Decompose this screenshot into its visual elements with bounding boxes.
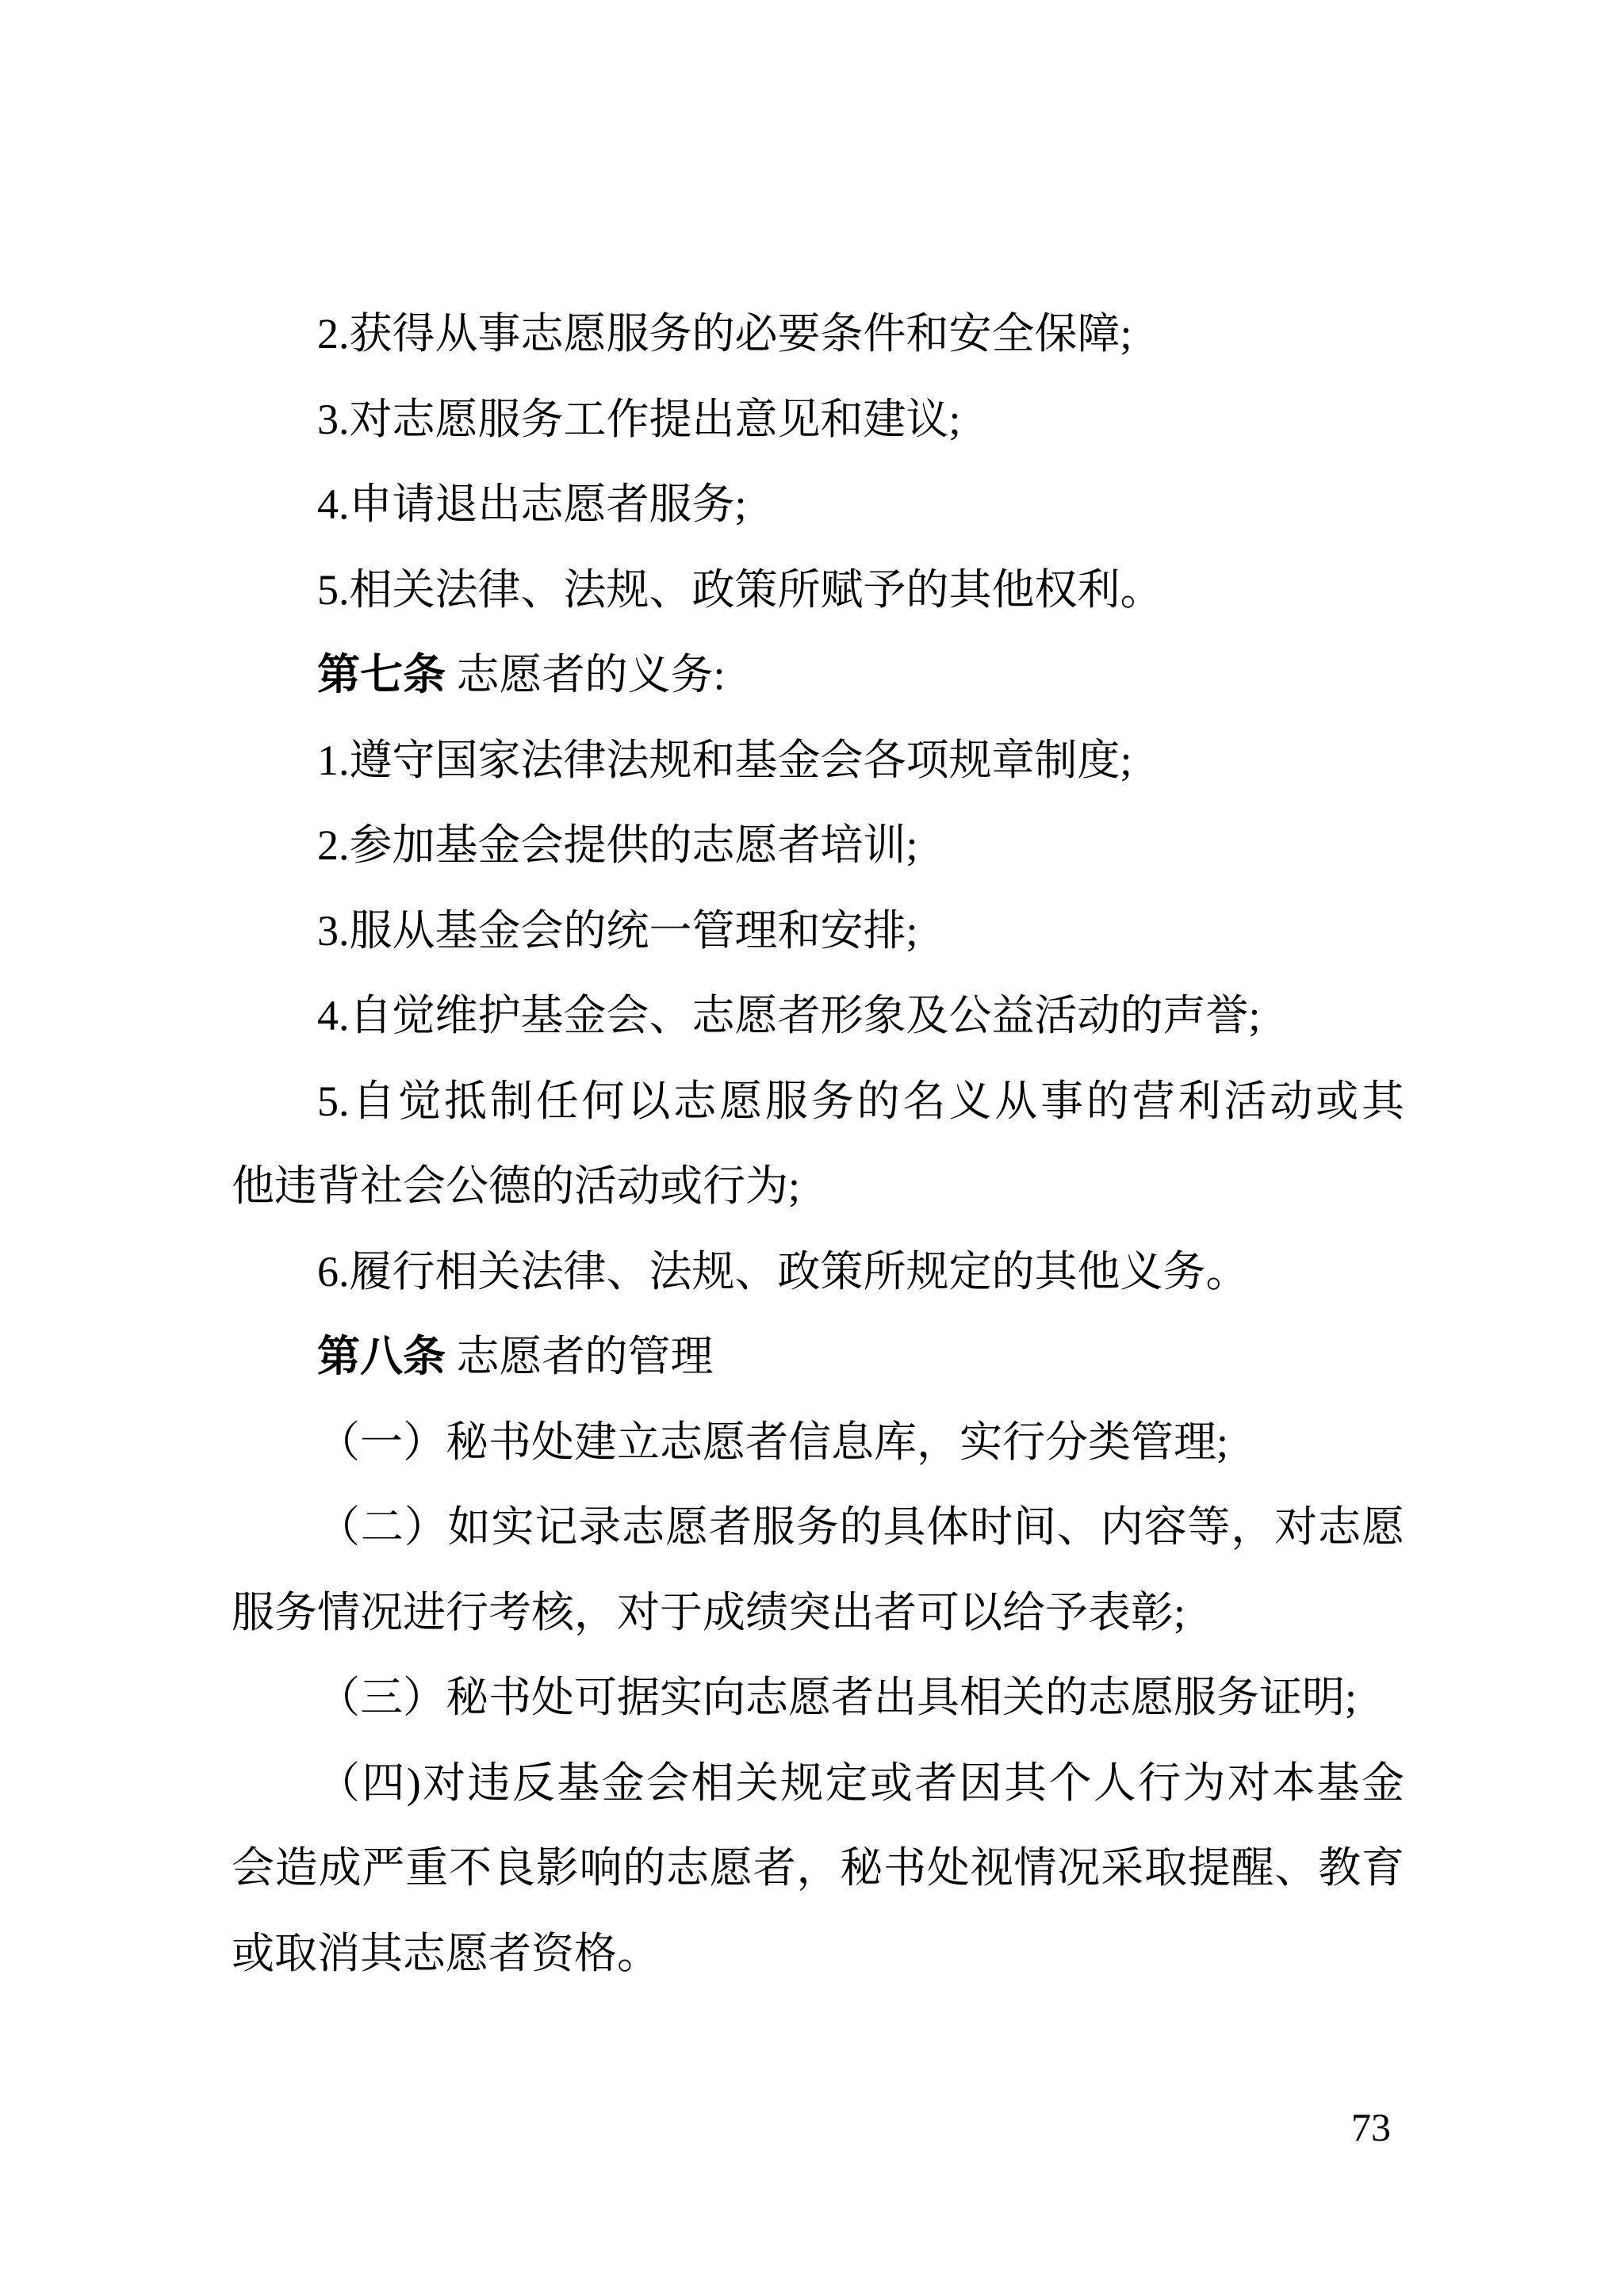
list-item: 4.自觉维护基金会、志愿者形象及公益活动的声誉; <box>317 992 1261 1039</box>
list-item: 6.履行相关法律、法规、政策所规定的其他义务。 <box>317 1247 1249 1295</box>
list-item: （三）秘书处可据实向志愿者出具相关的志愿服务证明; <box>317 1674 1358 1721</box>
list-item-continuation: 或取消其志愿者资格。 <box>232 1929 660 1977</box>
list-item: 5.相关法律、法规、政策所赋予的其他权利。 <box>317 565 1163 614</box>
list-item: （四)对违反基金会相关规定或者因其个人行为对本基金 <box>317 1758 1404 1807</box>
page-number: 73 <box>1351 2105 1391 2149</box>
list-item: 4.申请退出志愿者服务; <box>317 480 747 528</box>
list-item: （一）秘书处建立志愿者信息库，实行分类管理; <box>317 1418 1229 1466</box>
list-item: 3.对志愿服务工作提出意见和建议; <box>317 395 961 443</box>
list-item-continuation: 服务情况进行考核，对于成绩突出者可以给予表彰; <box>232 1588 1186 1636</box>
article-title: 志愿者的管理 <box>446 1333 714 1380</box>
article-heading-8 <box>232 1314 1404 1400</box>
list-item: 2.获得从事志愿服务的必要条件和安全保障; <box>317 310 1132 358</box>
document-body <box>232 292 1404 1996</box>
article-heading-7 <box>232 633 1404 718</box>
article-title: 志愿者的义务: <box>446 651 726 698</box>
list-item: 3.服从基金会的统一管理和安排; <box>317 906 918 955</box>
list-item: 1.遵守国家法律法规和基金会各项规章制度; <box>317 736 1132 784</box>
list-item-continuation: 他违背社会公德的活动或行为; <box>232 1162 801 1210</box>
article-number: 第七条 <box>317 651 446 698</box>
list-item-continuation: 会造成严重不良影响的志愿者，秘书处视情况采取提醒、教育 <box>232 1844 1404 1892</box>
list-item: 2.参加基金会提供的志愿者培训; <box>317 821 918 869</box>
article-number: 第八条 <box>317 1333 446 1380</box>
list-item: 5.自觉抵制任何以志愿服务的名义从事的营利活动或其 <box>317 1077 1404 1125</box>
list-item: （二）如实记录志愿者服务的具体时间、内容等，对志愿 <box>317 1503 1404 1551</box>
